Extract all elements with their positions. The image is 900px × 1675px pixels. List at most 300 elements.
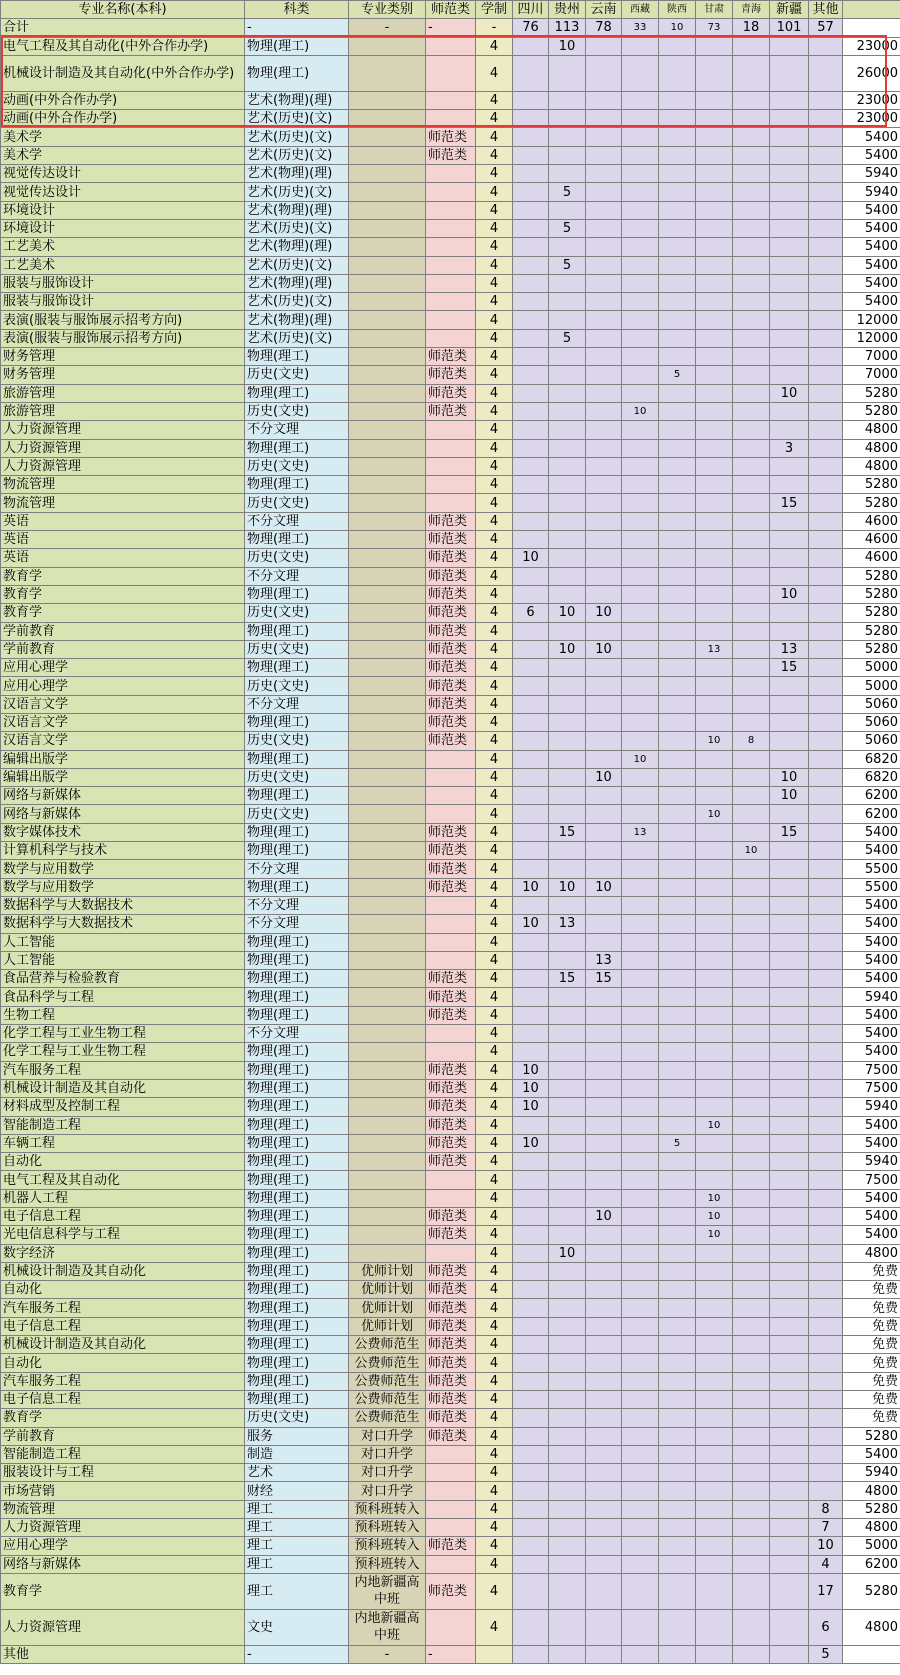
table-cell[interactable]	[809, 476, 843, 494]
table-cell[interactable]	[622, 1153, 659, 1171]
table-cell[interactable]	[696, 439, 733, 457]
table-cell[interactable]: 5	[549, 256, 586, 274]
table-cell[interactable]	[733, 659, 770, 677]
table-cell[interactable]: 汽车服务工程	[1, 1299, 245, 1317]
table-cell[interactable]	[513, 201, 549, 219]
table-cell[interactable]: 数学与应用数学	[1, 878, 245, 896]
table-cell[interactable]	[622, 219, 659, 237]
table-cell[interactable]: 4	[476, 128, 513, 146]
table-cell[interactable]	[659, 1354, 696, 1372]
table-cell[interactable]: 机械设计制造及其自动化	[1, 1262, 245, 1280]
table-cell[interactable]: 机械设计制造及其自动化	[1, 1079, 245, 1097]
table-cell[interactable]: 4	[476, 659, 513, 677]
table-cell[interactable]	[659, 640, 696, 658]
table-cell[interactable]: 7500	[843, 1079, 900, 1097]
table-cell[interactable]	[733, 201, 770, 219]
table-cell[interactable]	[622, 970, 659, 988]
table-cell[interactable]: 学前教育	[1, 622, 245, 640]
table-cell[interactable]	[770, 1609, 809, 1645]
table-cell[interactable]	[622, 1299, 659, 1317]
table-cell[interactable]	[513, 1262, 549, 1280]
table-cell[interactable]: 5060	[843, 732, 900, 750]
table-cell[interactable]	[733, 1519, 770, 1537]
table-cell[interactable]	[659, 1262, 696, 1280]
column-header[interactable]: 四川	[513, 1, 549, 19]
table-cell[interactable]: 10	[622, 402, 659, 420]
table-cell[interactable]	[659, 1427, 696, 1445]
table-cell[interactable]	[622, 732, 659, 750]
table-cell[interactable]	[349, 37, 426, 55]
table-cell[interactable]	[659, 951, 696, 969]
table-cell[interactable]: 13	[586, 951, 622, 969]
table-cell[interactable]	[622, 933, 659, 951]
table-cell[interactable]	[586, 1189, 622, 1207]
table-cell[interactable]	[349, 750, 426, 768]
table-cell[interactable]	[770, 1006, 809, 1024]
table-cell[interactable]: 4	[476, 201, 513, 219]
table-cell[interactable]	[586, 201, 622, 219]
table-cell[interactable]	[770, 915, 809, 933]
table-cell[interactable]	[349, 1043, 426, 1061]
table-cell[interactable]	[622, 1372, 659, 1390]
table-cell[interactable]	[622, 1390, 659, 1408]
table-cell[interactable]: 4	[476, 860, 513, 878]
table-cell[interactable]	[513, 1427, 549, 1445]
table-cell[interactable]: 5940	[843, 183, 900, 201]
table-cell[interactable]: 3	[770, 439, 809, 457]
table-cell[interactable]	[733, 1171, 770, 1189]
table-cell[interactable]	[770, 732, 809, 750]
table-cell[interactable]	[586, 622, 622, 640]
table-cell[interactable]	[549, 1281, 586, 1299]
table-cell[interactable]	[733, 146, 770, 164]
table-cell[interactable]	[586, 219, 622, 237]
table-cell[interactable]	[696, 604, 733, 622]
table-cell[interactable]: 对口升学	[349, 1464, 426, 1482]
table-cell[interactable]: 物理(理工)	[245, 1153, 349, 1171]
table-cell[interactable]	[549, 165, 586, 183]
table-cell[interactable]: 5400	[843, 1134, 900, 1152]
table-cell[interactable]: 4600	[843, 512, 900, 530]
table-cell[interactable]	[733, 787, 770, 805]
table-cell[interactable]: 师范类	[426, 567, 476, 585]
table-cell[interactable]	[349, 91, 426, 109]
table-cell[interactable]	[733, 1116, 770, 1134]
table-cell[interactable]: 物理(理工)	[245, 439, 349, 457]
table-cell[interactable]: 理工	[245, 1555, 349, 1573]
table-cell[interactable]	[513, 531, 549, 549]
table-cell[interactable]: 英语	[1, 531, 245, 549]
column-header[interactable]: 其他	[809, 1, 843, 19]
table-cell[interactable]	[586, 274, 622, 292]
column-header[interactable]: 贵州	[549, 1, 586, 19]
table-cell[interactable]: 食品营养与检验教育	[1, 970, 245, 988]
table-cell[interactable]	[549, 1208, 586, 1226]
table-cell[interactable]	[659, 238, 696, 256]
table-cell[interactable]: 113	[549, 19, 586, 37]
table-cell[interactable]: 物理(理工)	[245, 1171, 349, 1189]
table-cell[interactable]	[513, 329, 549, 347]
table-cell[interactable]: 5400	[843, 1116, 900, 1134]
table-cell[interactable]	[513, 585, 549, 603]
table-cell[interactable]: 不分文理	[245, 567, 349, 585]
table-cell[interactable]	[349, 659, 426, 677]
table-cell[interactable]: 4	[476, 1061, 513, 1079]
table-cell[interactable]	[513, 55, 549, 91]
table-cell[interactable]	[549, 1390, 586, 1408]
table-cell[interactable]	[349, 896, 426, 914]
table-cell[interactable]	[659, 860, 696, 878]
table-cell[interactable]: 4	[476, 55, 513, 91]
table-cell[interactable]	[770, 878, 809, 896]
table-cell[interactable]	[733, 238, 770, 256]
table-cell[interactable]	[549, 1189, 586, 1207]
table-cell[interactable]	[513, 494, 549, 512]
table-cell[interactable]: 4	[476, 1354, 513, 1372]
column-header[interactable]: 师范类	[426, 1, 476, 19]
table-cell[interactable]	[770, 1409, 809, 1427]
table-cell[interactable]: 5400	[843, 1006, 900, 1024]
table-cell[interactable]	[549, 110, 586, 128]
table-cell[interactable]	[659, 823, 696, 841]
table-cell[interactable]: 车辆工程	[1, 1134, 245, 1152]
table-cell[interactable]: 4	[476, 1098, 513, 1116]
table-cell[interactable]	[349, 1153, 426, 1171]
table-cell[interactable]	[770, 1537, 809, 1555]
table-cell[interactable]	[426, 238, 476, 256]
table-cell[interactable]: 4	[476, 1573, 513, 1609]
table-cell[interactable]	[586, 1500, 622, 1518]
table-cell[interactable]: 计算机科学与技术	[1, 842, 245, 860]
table-cell[interactable]	[696, 1537, 733, 1555]
table-cell[interactable]	[770, 1445, 809, 1463]
table-cell[interactable]: 艺术(物理)(理)	[245, 274, 349, 292]
table-cell[interactable]: 4	[476, 1189, 513, 1207]
table-cell[interactable]	[549, 1555, 586, 1573]
table-cell[interactable]	[659, 256, 696, 274]
table-cell[interactable]	[770, 1153, 809, 1171]
table-cell[interactable]	[659, 1299, 696, 1317]
table-cell[interactable]: 优师计划	[349, 1262, 426, 1280]
table-cell[interactable]: 5	[659, 366, 696, 384]
column-header[interactable]: 新疆	[770, 1, 809, 19]
table-cell[interactable]	[696, 988, 733, 1006]
table-cell[interactable]	[659, 659, 696, 677]
table-cell[interactable]: 5400	[843, 970, 900, 988]
table-cell[interactable]: 师范类	[426, 677, 476, 695]
table-cell[interactable]	[696, 37, 733, 55]
table-cell[interactable]: 18	[733, 19, 770, 37]
table-cell[interactable]: 物理(理工)	[245, 933, 349, 951]
table-cell[interactable]	[696, 878, 733, 896]
table-cell[interactable]: 艺术(物理)(理)	[245, 165, 349, 183]
table-cell[interactable]	[549, 293, 586, 311]
table-cell[interactable]	[733, 640, 770, 658]
table-cell[interactable]	[696, 1354, 733, 1372]
table-cell[interactable]	[809, 1409, 843, 1427]
table-cell[interactable]: 师范类	[426, 659, 476, 677]
table-cell[interactable]	[733, 311, 770, 329]
table-cell[interactable]	[696, 1043, 733, 1061]
table-cell[interactable]	[696, 512, 733, 530]
table-cell[interactable]: 4	[476, 1317, 513, 1335]
table-cell[interactable]	[349, 933, 426, 951]
table-cell[interactable]	[549, 787, 586, 805]
table-cell[interactable]	[586, 1006, 622, 1024]
table-cell[interactable]: 4	[476, 1336, 513, 1354]
table-cell[interactable]	[622, 1025, 659, 1043]
table-cell[interactable]: 4	[476, 805, 513, 823]
table-cell[interactable]	[513, 805, 549, 823]
table-cell[interactable]: 文史	[245, 1609, 349, 1645]
table-cell[interactable]	[696, 1079, 733, 1097]
table-cell[interactable]	[659, 787, 696, 805]
table-cell[interactable]: 4	[476, 878, 513, 896]
table-cell[interactable]: 公费师范生	[349, 1409, 426, 1427]
table-cell[interactable]	[696, 366, 733, 384]
table-cell[interactable]: 4	[476, 1025, 513, 1043]
table-cell[interactable]: 10	[549, 640, 586, 658]
table-cell[interactable]	[770, 1208, 809, 1226]
table-cell[interactable]	[349, 1189, 426, 1207]
table-cell[interactable]	[622, 238, 659, 256]
table-cell[interactable]	[770, 402, 809, 420]
table-cell[interactable]	[513, 1537, 549, 1555]
table-cell[interactable]	[622, 695, 659, 713]
table-cell[interactable]	[549, 494, 586, 512]
table-cell[interactable]	[622, 1645, 659, 1663]
table-cell[interactable]	[549, 805, 586, 823]
table-cell[interactable]	[809, 567, 843, 585]
table-cell[interactable]: 5280	[843, 1573, 900, 1609]
table-cell[interactable]	[733, 1427, 770, 1445]
table-cell[interactable]: 历史(文史)	[245, 677, 349, 695]
table-cell[interactable]	[513, 1226, 549, 1244]
table-cell[interactable]: 数字经济	[1, 1244, 245, 1262]
table-cell[interactable]	[770, 1482, 809, 1500]
table-cell[interactable]	[349, 110, 426, 128]
table-cell[interactable]: 4	[476, 1208, 513, 1226]
table-cell[interactable]	[586, 1555, 622, 1573]
table-cell[interactable]: 师范类	[426, 1226, 476, 1244]
table-cell[interactable]: 4	[476, 842, 513, 860]
table-cell[interactable]	[549, 1025, 586, 1043]
table-cell[interactable]	[426, 787, 476, 805]
table-cell[interactable]: 物理(理工)	[245, 1116, 349, 1134]
table-cell[interactable]: 5280	[843, 1427, 900, 1445]
table-cell[interactable]	[659, 219, 696, 237]
table-cell[interactable]	[349, 567, 426, 585]
table-cell[interactable]	[622, 951, 659, 969]
table-cell[interactable]	[622, 183, 659, 201]
table-cell[interactable]	[622, 439, 659, 457]
table-cell[interactable]	[733, 805, 770, 823]
table-cell[interactable]: 自动化	[1, 1281, 245, 1299]
table-cell[interactable]	[586, 988, 622, 1006]
table-cell[interactable]: 物理(理工)	[245, 750, 349, 768]
table-cell[interactable]	[809, 768, 843, 786]
table-cell[interactable]	[733, 1208, 770, 1226]
table-cell[interactable]	[586, 1226, 622, 1244]
table-cell[interactable]: 4	[476, 1445, 513, 1463]
table-cell[interactable]	[549, 988, 586, 1006]
table-cell[interactable]	[809, 988, 843, 1006]
table-cell[interactable]	[733, 988, 770, 1006]
table-cell[interactable]	[659, 1372, 696, 1390]
table-cell[interactable]	[809, 146, 843, 164]
table-cell[interactable]: 4	[476, 1006, 513, 1024]
table-cell[interactable]	[659, 183, 696, 201]
table-cell[interactable]	[809, 274, 843, 292]
table-cell[interactable]	[622, 91, 659, 109]
table-cell[interactable]	[549, 1409, 586, 1427]
table-cell[interactable]	[809, 1079, 843, 1097]
table-cell[interactable]	[809, 1354, 843, 1372]
table-cell[interactable]	[696, 1500, 733, 1518]
table-cell[interactable]: 化学工程与工业生物工程	[1, 1025, 245, 1043]
table-cell[interactable]: 10	[549, 604, 586, 622]
table-cell[interactable]	[586, 165, 622, 183]
table-cell[interactable]	[349, 988, 426, 1006]
table-cell[interactable]: -	[245, 19, 349, 37]
table-cell[interactable]	[696, 238, 733, 256]
table-cell[interactable]	[586, 128, 622, 146]
table-cell[interactable]	[696, 402, 733, 420]
table-cell[interactable]	[426, 1244, 476, 1262]
table-cell[interactable]	[586, 1043, 622, 1061]
table-cell[interactable]	[770, 183, 809, 201]
table-cell[interactable]	[513, 951, 549, 969]
table-cell[interactable]: 自动化	[1, 1354, 245, 1372]
table-cell[interactable]: 历史(文史)	[245, 494, 349, 512]
column-header[interactable]: 学制	[476, 1, 513, 19]
table-cell[interactable]: 4	[476, 677, 513, 695]
table-cell[interactable]	[733, 1390, 770, 1408]
table-cell[interactable]	[770, 1354, 809, 1372]
table-cell[interactable]: 4	[476, 293, 513, 311]
table-cell[interactable]: 电子信息工程	[1, 1390, 245, 1408]
table-cell[interactable]: 6820	[843, 768, 900, 786]
table-cell[interactable]: 师范类	[426, 842, 476, 860]
table-cell[interactable]	[349, 951, 426, 969]
table-cell[interactable]: 师范类	[426, 1006, 476, 1024]
table-cell[interactable]	[733, 1464, 770, 1482]
table-cell[interactable]	[809, 933, 843, 951]
table-cell[interactable]	[696, 1171, 733, 1189]
table-cell[interactable]	[549, 91, 586, 109]
table-cell[interactable]	[513, 238, 549, 256]
table-cell[interactable]: 4	[476, 348, 513, 366]
table-cell[interactable]	[549, 659, 586, 677]
table-cell[interactable]	[622, 805, 659, 823]
table-cell[interactable]	[349, 531, 426, 549]
table-cell[interactable]: 物理(理工)	[245, 1098, 349, 1116]
table-cell[interactable]	[809, 1390, 843, 1408]
table-cell[interactable]: 4	[476, 1555, 513, 1573]
table-cell[interactable]	[733, 366, 770, 384]
table-cell[interactable]: 4	[476, 896, 513, 914]
table-cell[interactable]: 10	[513, 878, 549, 896]
table-cell[interactable]	[770, 1519, 809, 1537]
table-cell[interactable]	[809, 787, 843, 805]
table-cell[interactable]	[659, 1244, 696, 1262]
table-cell[interactable]: 师范类	[426, 549, 476, 567]
table-cell[interactable]	[513, 219, 549, 237]
table-cell[interactable]: 4	[476, 329, 513, 347]
table-cell[interactable]	[549, 1372, 586, 1390]
table-cell[interactable]	[349, 1171, 426, 1189]
table-cell[interactable]: 优师计划	[349, 1299, 426, 1317]
table-cell[interactable]: 艺术(历史)(文)	[245, 146, 349, 164]
table-cell[interactable]	[696, 1372, 733, 1390]
table-cell[interactable]	[696, 549, 733, 567]
table-cell[interactable]	[349, 585, 426, 603]
table-cell[interactable]	[733, 1409, 770, 1427]
table-cell[interactable]	[622, 37, 659, 55]
table-cell[interactable]	[809, 1445, 843, 1463]
table-cell[interactable]	[659, 421, 696, 439]
table-cell[interactable]	[622, 274, 659, 292]
table-cell[interactable]	[586, 787, 622, 805]
table-cell[interactable]	[426, 1189, 476, 1207]
table-cell[interactable]: 物理(理工)	[245, 1244, 349, 1262]
table-cell[interactable]	[349, 274, 426, 292]
table-cell[interactable]	[659, 1445, 696, 1463]
table-cell[interactable]: 4	[476, 146, 513, 164]
table-cell[interactable]	[770, 951, 809, 969]
table-cell[interactable]: 师范类	[426, 585, 476, 603]
table-cell[interactable]	[733, 1189, 770, 1207]
table-cell[interactable]: 数学与应用数学	[1, 860, 245, 878]
table-cell[interactable]	[513, 768, 549, 786]
table-cell[interactable]: 免费	[843, 1390, 900, 1408]
table-cell[interactable]	[586, 421, 622, 439]
table-cell[interactable]	[733, 1537, 770, 1555]
table-cell[interactable]: 物理(理工)	[245, 1208, 349, 1226]
table-cell[interactable]	[549, 1299, 586, 1317]
table-cell[interactable]	[733, 274, 770, 292]
table-cell[interactable]	[733, 55, 770, 91]
table-cell[interactable]	[586, 1372, 622, 1390]
table-cell[interactable]: 4	[476, 1244, 513, 1262]
table-cell[interactable]	[696, 1134, 733, 1152]
table-cell[interactable]: 4	[476, 1537, 513, 1555]
table-cell[interactable]: 电子信息工程	[1, 1317, 245, 1335]
table-cell[interactable]	[513, 1409, 549, 1427]
table-cell[interactable]: 艺术(历史)(文)	[245, 128, 349, 146]
table-cell[interactable]	[733, 439, 770, 457]
table-cell[interactable]	[770, 1079, 809, 1097]
table-cell[interactable]: 4	[476, 823, 513, 841]
table-cell[interactable]	[770, 1427, 809, 1445]
table-cell[interactable]	[549, 238, 586, 256]
table-cell[interactable]: -	[476, 19, 513, 37]
table-cell[interactable]	[809, 512, 843, 530]
table-cell[interactable]	[696, 1281, 733, 1299]
table-cell[interactable]	[696, 219, 733, 237]
table-cell[interactable]	[733, 695, 770, 713]
table-cell[interactable]	[426, 201, 476, 219]
table-cell[interactable]	[733, 1025, 770, 1043]
table-cell[interactable]: 服装与服饰设计	[1, 293, 245, 311]
table-cell[interactable]: 历史(文史)	[245, 732, 349, 750]
table-cell[interactable]	[696, 274, 733, 292]
table-cell[interactable]: 4	[476, 402, 513, 420]
table-cell[interactable]	[622, 896, 659, 914]
table-cell[interactable]	[733, 585, 770, 603]
table-cell[interactable]: 不分文理	[245, 421, 349, 439]
table-cell[interactable]	[659, 1390, 696, 1408]
